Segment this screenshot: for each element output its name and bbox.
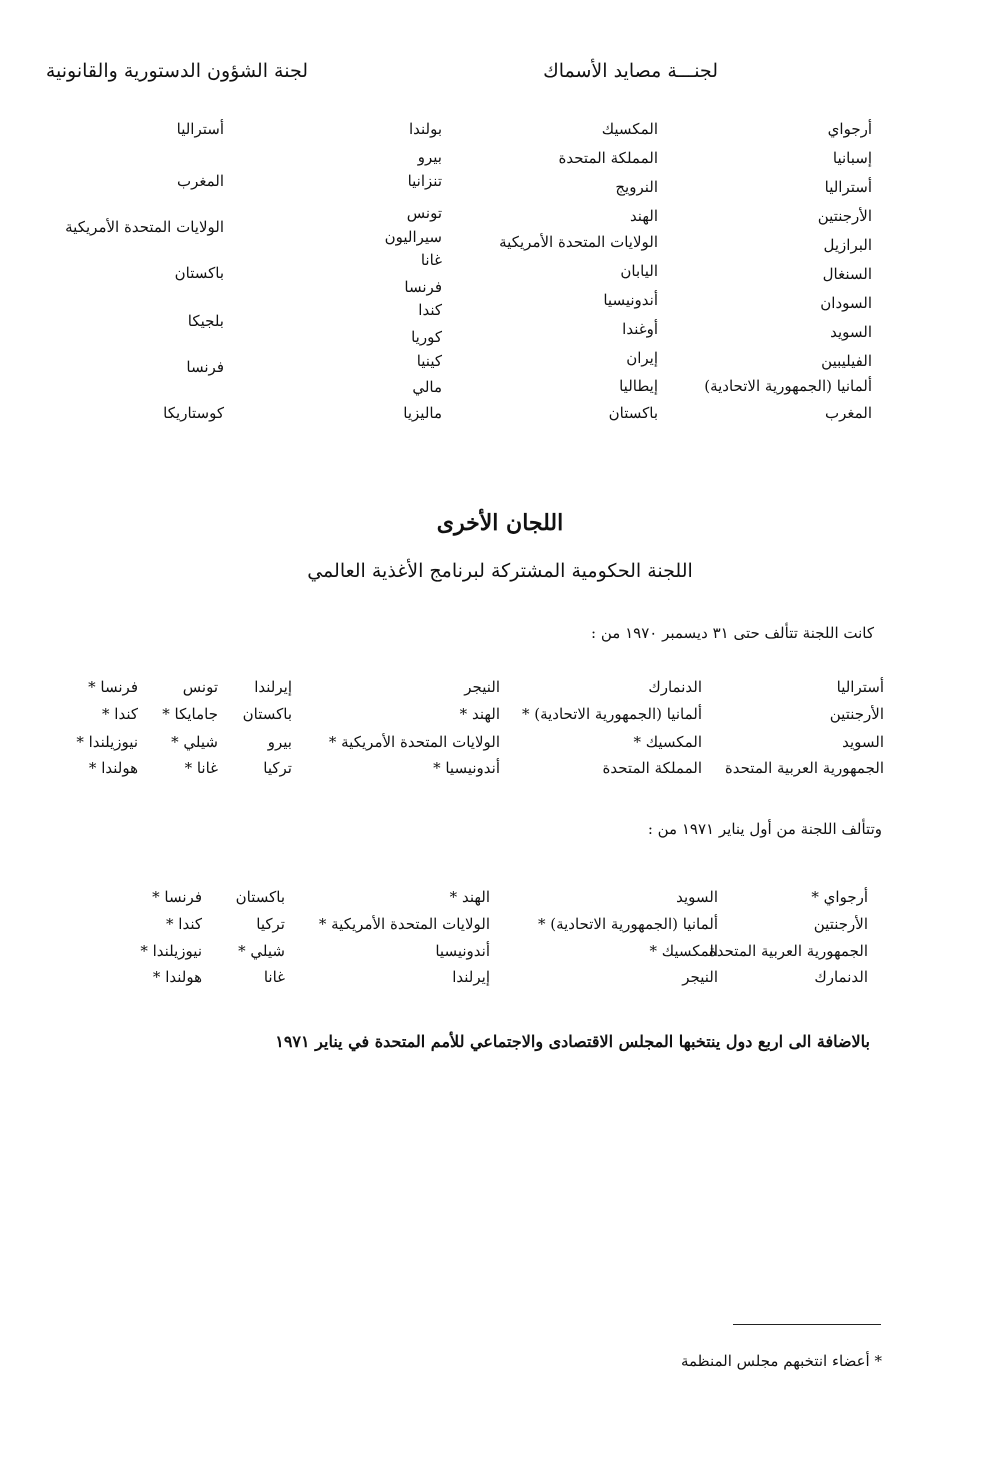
wfp-committee-subtitle: اللجنة الحكومية المشتركة لبرنامج الأغذية العالمي	[307, 560, 693, 582]
table-cell: الولايات المتحدة الأمريكية *	[318, 915, 490, 933]
member-country: أستراليا	[824, 178, 872, 196]
member-country: المملكة المتحدة	[558, 149, 658, 167]
table-cell: نيوزيلندا *	[76, 733, 138, 751]
member-country: الفيليبين	[821, 352, 872, 370]
member-country: بولندا	[408, 120, 442, 138]
fisheries-column-1	[672, 120, 872, 430]
member-country: تونس	[406, 204, 442, 222]
legal-committee-heading: لجنة الشؤون الدستورية والقانونية	[45, 60, 308, 82]
table-cell: نيوزيلندا *	[140, 942, 202, 960]
member-country: اليابان	[620, 262, 658, 280]
member-country: الولايات المتحدة الأمريكية	[499, 233, 658, 251]
table-cell: ألمانيا (الجمهورية الاتحادية) *	[521, 705, 702, 723]
table-cell: أندونيسيا *	[433, 759, 500, 777]
member-country: باكستان	[174, 264, 224, 282]
fisheries-column-3	[352, 120, 442, 430]
member-country: النرويج	[615, 178, 658, 196]
composition-1970-intro: كانت اللجنة تتألف حتى ٣١ ديسمبر ١٩٧٠ من :	[591, 624, 874, 642]
table-column	[138, 678, 218, 778]
footnote: * أعضاء انتخبهم مجلس المنظمة	[680, 1352, 882, 1370]
fisheries-column-2	[438, 120, 658, 430]
table-cell: الأرجنتين	[813, 915, 868, 933]
table-cell: جامايكا *	[162, 705, 218, 723]
table-cell: المكسيك *	[633, 733, 702, 751]
member-country: كوستاريكا	[163, 404, 224, 422]
table-cell: الجمهورية العربية المتحدة	[724, 759, 884, 777]
member-country: المكسيك	[601, 120, 658, 138]
member-country: الأرجنتين	[817, 207, 872, 225]
table-cell: الهند *	[459, 705, 500, 723]
member-country: البرازيل	[823, 236, 872, 254]
table-cell: كندا *	[102, 705, 138, 723]
member-country: فرنسا	[186, 358, 224, 376]
member-country: بلجيكا	[187, 312, 224, 330]
table-column	[112, 888, 202, 988]
legal-committee-column	[24, 120, 224, 430]
member-country: السنغال	[822, 265, 872, 283]
table-cell: شيلي *	[238, 942, 285, 960]
member-country: باكستان	[608, 404, 658, 422]
member-country: السودان	[820, 294, 872, 312]
footnote-divider	[733, 1324, 881, 1325]
member-country: أندونيسيا	[603, 291, 658, 309]
member-country: الولايات المتحدة الأمريكية	[65, 218, 224, 236]
member-country: إيطاليا	[619, 377, 658, 395]
table-cell: هولندا *	[152, 968, 202, 986]
table-cell: باكستان	[235, 888, 285, 906]
table-cell: النيجر	[464, 678, 500, 696]
table-column	[290, 888, 490, 988]
table-cell: كندا *	[166, 915, 202, 933]
table-column	[222, 678, 292, 778]
table-cell: فرنسا *	[88, 678, 138, 696]
table-cell: إيرلندا	[452, 968, 490, 986]
member-country: السويد	[830, 323, 872, 341]
table-column	[498, 888, 718, 988]
table-cell: غانا *	[184, 759, 218, 777]
table-cell: الأرجنتين	[829, 705, 884, 723]
table-column	[300, 678, 500, 778]
member-country: أوغندا	[622, 320, 658, 338]
table-cell: الجمهورية العربية المتحدة	[708, 942, 868, 960]
table-column	[58, 678, 138, 778]
table-cell: أرجواي *	[811, 888, 868, 906]
member-country: أستراليا	[176, 120, 224, 138]
table-cell: شيلي *	[171, 733, 218, 751]
member-country: إيران	[626, 349, 658, 367]
table-cell: ألمانيا (الجمهورية الاتحادية) *	[537, 915, 718, 933]
table-column	[684, 678, 884, 778]
table-cell: تركيا	[256, 915, 285, 933]
table-column	[502, 678, 702, 778]
member-country: كينيا	[416, 352, 442, 370]
member-country: كندا	[418, 301, 442, 319]
table-cell: غانا	[263, 968, 285, 986]
table-cell: فرنسا *	[152, 888, 202, 906]
table-cell: الدنمارك	[648, 678, 702, 696]
member-country: ماليزيا	[403, 404, 442, 422]
addition-note: بالاضافة الى اربع دول ينتخبها المجلس الاقتصادى والاجتماعي للأمم المتحدة في يناير ١٩٧١	[275, 1032, 870, 1051]
table-cell: السويد	[842, 733, 884, 751]
table-cell: تركيا	[263, 759, 292, 777]
table-cell: الدنمارك	[814, 968, 868, 986]
table-cell: باكستان	[242, 705, 292, 723]
member-country: أرجواي	[827, 120, 872, 138]
table-column	[205, 888, 285, 988]
fisheries-committee-heading: لجنـــة مصايد الأسماك	[543, 60, 718, 82]
member-country: سيراليون	[384, 228, 442, 246]
table-cell: المملكة المتحدة	[602, 759, 702, 777]
member-country: ألمانيا (الجمهورية الاتحادية)	[704, 377, 872, 395]
member-country: غانا	[420, 251, 442, 269]
composition-1971-intro: وتتألف اللجنة من أول يناير ١٩٧١ من :	[647, 820, 882, 838]
member-country: كوريا	[411, 328, 442, 346]
member-country: الهند	[629, 207, 658, 225]
table-cell: السويد	[676, 888, 718, 906]
table-cell: إيرلندا	[254, 678, 292, 696]
table-cell: تونس	[182, 678, 218, 696]
member-country: فرنسا	[404, 278, 442, 296]
table-cell: هولندا *	[88, 759, 138, 777]
table-cell: النيجر	[682, 968, 718, 986]
table-cell: أندونيسيا	[435, 942, 490, 960]
table-cell: الولايات المتحدة الأمريكية *	[328, 733, 500, 751]
member-country: مالي	[412, 378, 442, 396]
member-country: المغرب	[824, 404, 872, 422]
member-country: المغرب	[176, 172, 224, 190]
member-country: تنزانيا	[407, 172, 442, 190]
member-country: إسبانيا	[832, 149, 872, 167]
other-committees-title: اللجان الأخرى	[436, 510, 564, 536]
table-cell: بيرو	[267, 733, 292, 751]
table-cell: الهند *	[449, 888, 490, 906]
table-cell: المكسيك *	[649, 942, 718, 960]
table-cell: أستراليا	[836, 678, 884, 696]
member-country: بيرو	[417, 148, 442, 166]
